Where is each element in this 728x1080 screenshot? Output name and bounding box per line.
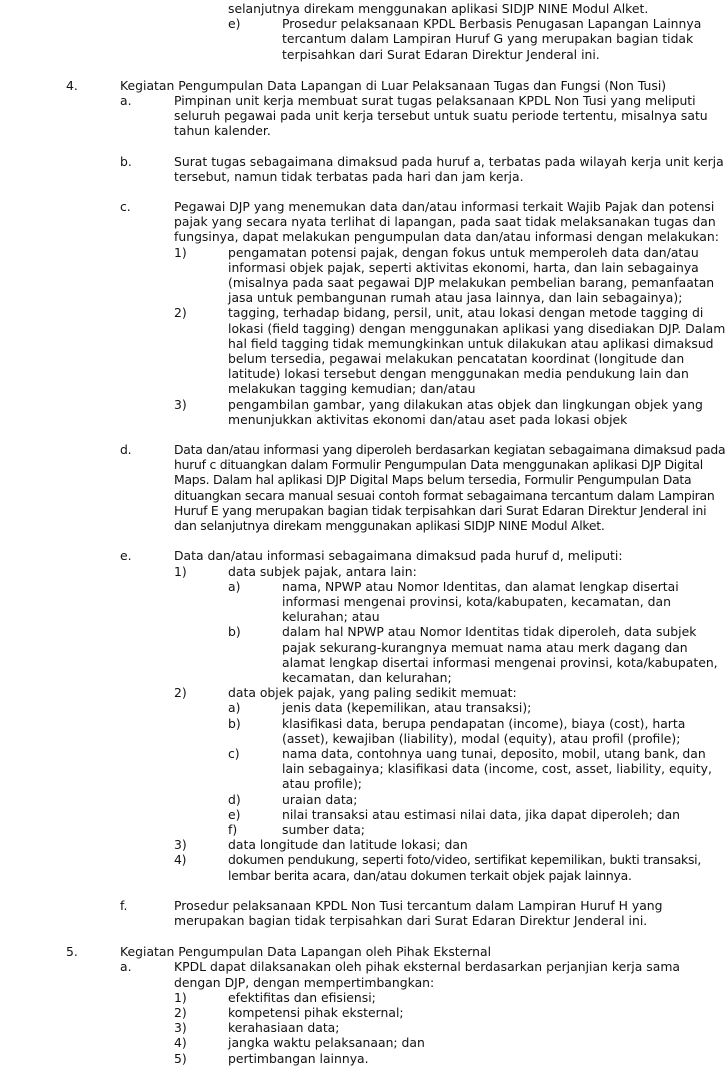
section-4-c-sub-1 xyxy=(0,245,728,306)
section-4-e-2-e-text: nilai transaksi atau estimasi nilai data, jika dapat diperoleh; dan xyxy=(282,806,681,822)
section-4-e-sub-3-marker: 3) xyxy=(174,837,187,853)
section-5-item-a-text: KPDL dapat dilaksanakan oleh pihak eksternal berdasarkan perjanjian kerja sama dengan DJP, dengan mempertimbangkan: xyxy=(174,959,680,990)
section-5-marker: 5. xyxy=(66,944,78,960)
section-4-title: Kegiatan Pengumpulan Data Lapangan di Luar Pelaksanaan Tugas dan Fungsi (Non Tusi) xyxy=(120,77,667,93)
section-4-e-1-a xyxy=(0,579,728,625)
section-4-e-2-f-text: sumber data; xyxy=(282,821,365,837)
section-5-a-sub-3-text: kerahasiaan data; xyxy=(228,1020,340,1036)
section-4-e-1-a-marker: a) xyxy=(228,578,241,594)
section-4-c-sub-1-text: pengamatan potensi pajak, dengan fokus untuk memperoleh data dan/atau informasi objek pajak, seperti aktivitas ekonomi, harta, dan lain sebagainya (misalnya pada saat pegawai DJP melakukan pembelian barang, pemanfaatan jasa untuk pembangunan rumah atau jasa lainnya, dan lain sebagainya); xyxy=(228,244,715,306)
section-4-item-f-text: Prosedur pelaksanaan KPDL Non Tusi tercantum dalam Lampiran Huruf H yang merupakan bagian tidak terpisahkan dari Surat Edaran Direktur Jenderal ini. xyxy=(174,897,663,928)
section-5-a-sub-1-text: efektifitas dan efisiensi; xyxy=(228,989,376,1005)
section-4-item-d-text: Data dan/atau informasi yang diperoleh berdasarkan kegiatan sebagaimana dimaksud pada huruf c dituangkan dalam Formulir Pengumpulan Data menggunakan aplikasi DJP Digital Maps. Dalam hal aplikasi DJP Digital Maps belum tersedia, Formulir Pengumpulan Data dituangkan secara manual sesuai contoh format sebagaimana tercantum dalam Lampiran Huruf E yang merupakan bagian tidak terpisahkan dari Surat Edaran Direktur Jenderal ini dan selanjutnya direkam menggunakan aplikasi SIDJP NINE Modul Alket. xyxy=(174,442,726,534)
section-5-a-sub-4-marker: 4) xyxy=(174,1035,187,1051)
section-4-e-2-e xyxy=(0,807,728,822)
section-4-heading xyxy=(0,78,728,93)
section-4-item-f xyxy=(0,898,728,928)
section-5-a-sub-5-marker: 5) xyxy=(174,1050,187,1066)
section-4-c-sub-1-marker: 1) xyxy=(174,244,187,260)
section-4-e-2-f-marker: f) xyxy=(228,821,238,837)
section-4-c-sub-3-marker: 3) xyxy=(174,396,187,412)
section-4-item-a-text: Pimpinan unit kerja membuat surat tugas pelaksanaan KPDL Non Tusi yang meliputi seluruh pegawai pada unit kerja tersebut untuk suatu periode tertentu, misalnya satu tahun kalender. xyxy=(174,93,708,139)
prev-item-continuation xyxy=(0,1,728,16)
section-4-c-sub-2 xyxy=(0,305,728,396)
section-4-e-2-b-marker: b) xyxy=(228,715,241,731)
section-4-e-sub-2 xyxy=(0,685,728,700)
section-5-heading xyxy=(0,944,728,959)
section-4-e-sub-3 xyxy=(0,837,728,852)
section-5-a-sub-1 xyxy=(0,990,728,1005)
section-4-item-d xyxy=(0,442,728,533)
section-4-e-sub-4 xyxy=(0,852,728,882)
section-5-a-sub-4 xyxy=(0,1035,728,1050)
section-4-e-sub-2-marker: 2) xyxy=(174,685,187,701)
section-4-e-sub-4-marker: 4) xyxy=(174,852,187,868)
section-4-item-c-text: Pegawai DJP yang menemukan data dan/atau informasi terkait Wajib Pajak dan potensi pajak yang secara nyata terlihat di lapangan, pada saat tidak melaksanakan tugas dan fungsinya, dapat melakukan pengumpulan data dan/atau informasi dengan melakukan: xyxy=(174,199,719,245)
section-5-item-a xyxy=(0,959,728,989)
section-4-e-1-b-text: dalam hal NPWP atau Nomor Identitas tidak diperoleh, data subjek pajak sekurang-kurangnya memuat nama atau merk dagang dan alamat lengkap disertai informasi mengenai provinsi, kota/kabupaten, kecamatan, dan kelurahan; xyxy=(282,624,718,685)
section-5-title: Kegiatan Pengumpulan Data Lapangan oleh Pihak Eksternal xyxy=(120,944,492,960)
section-5-item-a-marker: a. xyxy=(120,959,132,975)
section-4-c-sub-2-text: tagging, terhadap bidang, persil, unit, atau lokasi dengan metode tagging di lokasi (field tagging) dengan menggunakan aplikasi yang disediakan DJP. Dalam hal field tagging tidak memungkinkan untuk dilakukan atau aplikasi dimaksud belum tersedia, pegawai melakukan pencatatan koordinat (longitude dan latitude) lokasi tersebut dengan menggunakan media pendukung lain dan melakukan tagging kemudian; dan/atau xyxy=(228,305,726,397)
section-5-a-sub-2 xyxy=(0,1005,728,1020)
section-4-e-2-d-marker: d) xyxy=(228,791,241,807)
section-4-e-2-c-marker: c) xyxy=(228,745,240,761)
section-4-item-b-text: Surat tugas sebagaimana dimaksud pada huruf a, terbatas pada wilayah kerja unit kerja tersebut, namun tidak terbatas pada hari dan jam kerja. xyxy=(174,153,724,184)
section-4-e-2-c xyxy=(0,746,728,792)
section-4-item-b-marker: b. xyxy=(120,153,132,169)
section-4-e-2-e-marker: e) xyxy=(228,806,241,822)
section-4-item-b xyxy=(0,154,728,184)
section-4-e-2-a-text: jenis data (kepemilikan, atau transaksi); xyxy=(282,700,532,716)
section-4-item-a-marker: a. xyxy=(120,93,132,109)
section-4-e-sub-4-text: dokumen pendukung, seperti foto/video, sertifikat kepemilikan, bukti transaksi, lembar berita acara, dan/atau dokumen terkait objek pajak lainnya. xyxy=(228,852,702,883)
section-4-item-a xyxy=(0,93,728,139)
section-5-a-sub-2-text: kompetensi pihak eksternal; xyxy=(228,1004,404,1020)
section-5-a-sub-3 xyxy=(0,1020,728,1035)
section-4-e-sub-1 xyxy=(0,564,728,579)
section-4-item-c xyxy=(0,199,728,245)
section-4-e-2-b-text: klasifikasi data, berupa pendapatan (income), biaya (cost), harta (asset), kewajiban (liability), modal (equity), atau profil (profile); xyxy=(282,715,686,746)
section-4-e-sub-3-text: data longitude dan latitude lokasi; dan xyxy=(228,837,468,853)
section-4-e-2-f xyxy=(0,822,728,837)
prev-item-continuation-text: selanjutnya direkam menggunakan aplikasi SIDJP NINE Modul Alket. xyxy=(228,1,649,16)
document-page xyxy=(0,1,728,1066)
section-4-item-f-marker: f. xyxy=(120,897,128,913)
section-5-a-sub-4-text: jangka waktu pelaksanaan; dan xyxy=(228,1035,425,1051)
section-5-a-sub-5-text: pertimbangan lainnya. xyxy=(228,1050,369,1066)
prev-item-e-text: Prosedur pelaksanaan KPDL Berbasis Penugasan Lapangan Lainnya tercantum dalam Lampiran Huruf G yang merupakan bagian tidak terpisahkan dari Surat Edaran Direktur Jenderal ini. xyxy=(282,16,702,62)
section-4-e-1-b xyxy=(0,624,728,685)
section-4-item-e-marker: e. xyxy=(120,548,132,564)
section-4-c-sub-2-marker: 2) xyxy=(174,305,187,321)
section-4-e-2-b xyxy=(0,716,728,746)
section-5-a-sub-5 xyxy=(0,1051,728,1066)
section-4-e-1-b-marker: b) xyxy=(228,624,241,640)
section-4-e-sub-1-text: data subjek pajak, antara lain: xyxy=(228,563,417,579)
section-4-item-d-marker: d. xyxy=(120,442,132,458)
section-4-e-2-d-text: uraian data; xyxy=(282,791,358,807)
section-4-e-1-a-text: nama, NPWP atau Nomor Identitas, dan alamat lengkap disertai informasi mengenai provinsi, kota/kabupaten, kecamatan, dan kelurahan; atau xyxy=(282,578,679,625)
section-4-e-sub-1-marker: 1) xyxy=(174,563,187,579)
section-4-e-2-a xyxy=(0,700,728,715)
section-4-e-2-d xyxy=(0,792,728,807)
section-4-e-2-c-text: nama data, contohnya uang tunai, deposito, mobil, utang bank, dan lain sebagainya; klasifikasi data (income, cost, asset, liability, equity, atau profile); xyxy=(282,745,712,792)
section-4-c-sub-3 xyxy=(0,397,728,427)
section-4-e-2-a-marker: a) xyxy=(228,700,241,716)
section-5-a-sub-3-marker: 3) xyxy=(174,1020,187,1036)
section-5-a-sub-1-marker: 1) xyxy=(174,989,187,1005)
section-4-marker: 4. xyxy=(66,77,78,93)
section-4-e-sub-2-text: data objek pajak, yang paling sedikit memuat: xyxy=(228,685,517,701)
section-5-a-sub-2-marker: 2) xyxy=(174,1004,187,1020)
section-4-item-c-marker: c. xyxy=(120,199,131,215)
prev-item-e-marker: e) xyxy=(228,16,241,32)
prev-item-e xyxy=(0,16,728,62)
section-4-c-sub-3-text: pengambilan gambar, yang dilakukan atas objek dan lingkungan objek yang menunjukkan aktivitas ekonomi dan/atau aset pada lokasi objek xyxy=(228,396,703,427)
section-4-item-e-text: Data dan/atau informasi sebagaimana dimaksud pada huruf d, meliputi: xyxy=(174,548,623,564)
section-4-item-e xyxy=(0,548,728,563)
